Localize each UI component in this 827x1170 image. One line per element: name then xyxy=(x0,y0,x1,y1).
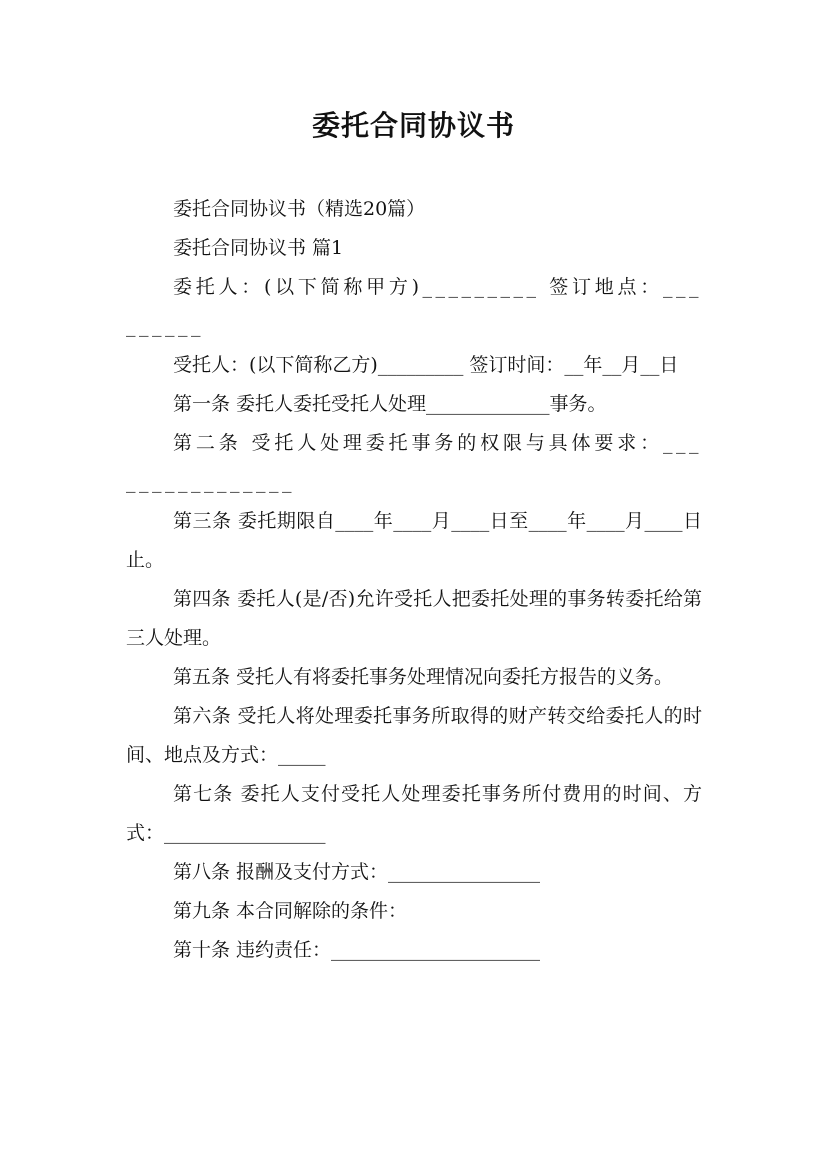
paragraph-subtitle: 委托合同协议书（精选20篇） xyxy=(173,198,426,220)
document-body xyxy=(126,190,702,970)
paragraph-article-8: 第八条 报酬及支付方式：________________ xyxy=(173,861,541,883)
paragraph-article-4: 第四条 委托人(是/否)允许受托人把委托处理的事务转委托给第三人处理。 xyxy=(126,588,702,649)
paragraph-article-6: 第六条 受托人将处理委托事务所取得的财产转交给委托人的时间、地点及方式：_____ xyxy=(126,705,702,766)
paragraph-article-9: 第九条 本合同解除的条件： xyxy=(173,900,408,922)
paragraph-principal: 委托人：(以下简称甲方)_________ 签订地点：_________ xyxy=(126,276,702,337)
paragraph-article-3: 第三条 委托期限自____年____月____日至____年____月____日止。 xyxy=(126,510,702,571)
paragraph-article-1: 第一条 委托人委托受托人处理_____________事务。 xyxy=(173,393,607,415)
paragraph-article-10: 第十条 违约责任：______________________ xyxy=(173,939,541,961)
paragraph-article-7: 第七条 委托人支付受托人处理委托事务所付费用的时间、方式：_________________ xyxy=(126,783,702,844)
paragraph-article-5: 第五条 受托人有将委托事务处理情况向委托方报告的义务。 xyxy=(173,666,674,688)
paragraph-article-2: 第二条 受托人处理委托事务的权限与具体要求：________________ xyxy=(126,432,702,493)
paragraph-section-heading: 委托合同协议书 篇1 xyxy=(173,237,344,259)
paragraph-trustee: 受托人：(以下简称乙方)_________ 签订时间：__年__月__日 xyxy=(173,354,679,376)
document-title: 委托合同协议书 xyxy=(311,109,515,142)
